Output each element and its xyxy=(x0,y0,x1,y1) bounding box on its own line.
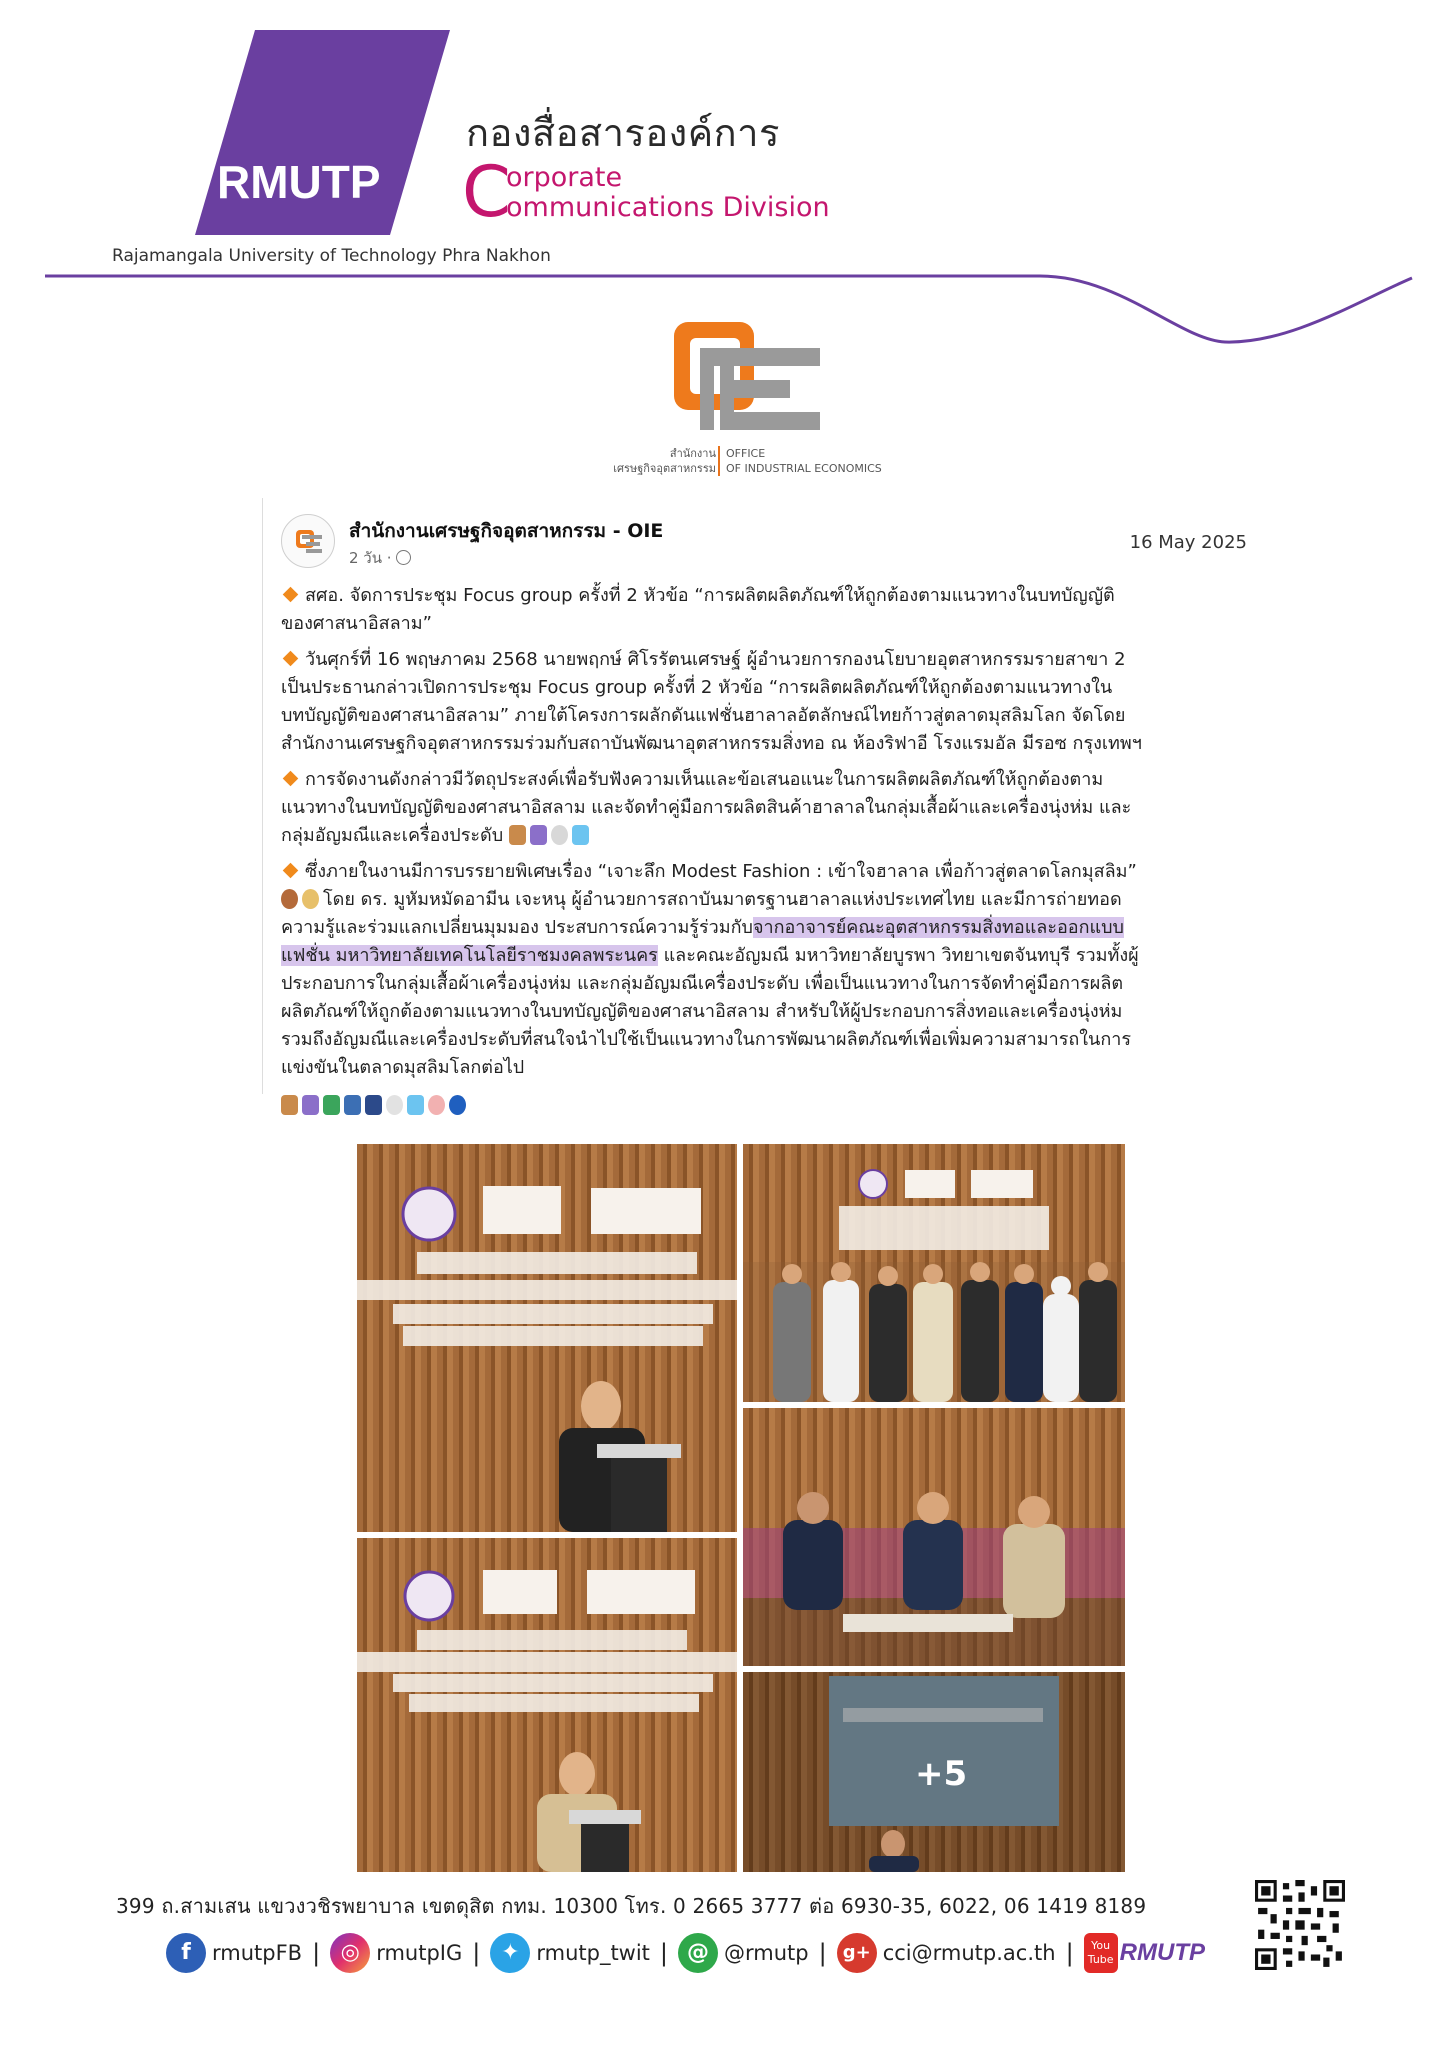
google-plus-icon[interactable]: g+ xyxy=(837,1933,877,1973)
oie-logo-caption xyxy=(598,444,888,480)
post-paragraph-4: ซึ่งภายในงานมีการบรรยายพิเศษเรื่อง “เจาะลึก Modest Fashion : เข้าใจฮาลาล เพื่อก้าวสู่ตลาดโลกมุสลิม” โดย ดร. มูหัมหมัดอามีน เจะหนุ ผู้อำนวยการสถาบันมาตรฐานฮาลาลแห่งประเทศไทย และมีการถ่ายทอด ความรู้และร่วมแลกเปลี่ยนมุมมอง ประสบการณ์ความรู้ร่วมกับจากอาจารย์คณะอุตสาหกรรมสิ่งทอและออกแบบ แฟชั่น มหาวิทยาลัยเทคโนโลยีราชมงคลพระนคร และคณะอัญมณี มหาวิทยาลัยบูรพา วิทยาเขตจันทบุรี รวมทั้งผู้ ประกอบการในกลุ่มเสื้อผ้าเครื่องนุ่งห่ม และกลุ่มอัญมณีเครื่องประดับ เพื่อเป็นแนวทางในการจัดทำคู่มือการผลิต ผลิตภัณฑ์ให้ถูกต้องตามแนวทางในบทบัญญัติของศาสนาอิสลาม สำหรับให้ผู้ประกอบการสิ่งทอและเครื่องนุ่งห่ม รวมถึงอัญมณีและเครื่องประดับที่สนใจนำไปใช้เป็นแนวทางในการพัฒนาผลิตภัณฑ์เพื่อเพิ่มความสามารถในการ แข่งขันในตลาดมุสลิมโลกต่อไป xyxy=(281,861,1139,1078)
speech-bubble-emoji-icon xyxy=(428,1095,445,1115)
page-name-link[interactable]: สำนักงานเศรษฐกิจอุตสาหกรรม - OIE xyxy=(349,520,664,542)
svg-text:RMUTP: RMUTP xyxy=(217,156,381,208)
ring-emoji-icon xyxy=(386,1095,403,1115)
divider: | xyxy=(659,1939,669,1967)
division-line-2: ommunications Division xyxy=(506,192,830,223)
woman-headscarf-emoji-icon xyxy=(281,889,298,909)
post-time[interactable]: 2 วัน · xyxy=(349,546,411,570)
photo-speaker-2[interactable] xyxy=(357,1538,737,1872)
youtube-link[interactable] xyxy=(1084,1933,1205,1973)
photo-speaker-1[interactable] xyxy=(357,1144,737,1532)
twitter-icon[interactable]: ✦ xyxy=(490,1933,530,1973)
facebook-post xyxy=(262,498,1253,1094)
division-initial: C xyxy=(462,151,511,233)
facebook-handle[interactable]: rmutpFB xyxy=(212,1941,303,1965)
orange-diamond-icon xyxy=(283,587,299,603)
jeans-emoji-icon xyxy=(365,1095,382,1115)
rmutp-logo xyxy=(195,30,455,235)
instagram-icon[interactable]: ◎ xyxy=(330,1933,370,1973)
division-title-english xyxy=(462,151,882,233)
coat-emoji-icon xyxy=(344,1095,361,1115)
tshirt-emoji-icon xyxy=(302,1095,319,1115)
nazar-emoji-icon xyxy=(449,1095,466,1115)
divider: | xyxy=(818,1939,827,1967)
orange-diamond-icon xyxy=(283,771,299,787)
university-name: Rajamangala University of Technology Phra Nakhon xyxy=(112,246,551,266)
oie-caption-divider xyxy=(718,446,720,476)
oie-caption-english: OFFICE OF INDUSTRIAL ECONOMICS xyxy=(726,447,882,475)
gem-emoji-icon xyxy=(407,1095,424,1115)
line-icon[interactable]: @ xyxy=(678,1933,718,1973)
divider: | xyxy=(312,1939,321,1967)
photo-panel[interactable] xyxy=(743,1408,1125,1666)
emoji-row xyxy=(281,1092,1291,1120)
post-paragraph-1: สศอ. จัดการประชุม Focus group ครั้งที่ 2 หัวข้อ “การผลิตผลิตภัณฑ์ให้ถูกต้องตามแนวทางในบทบัญญัติ ของศาสนาอิสลาม” xyxy=(281,585,1115,634)
youtube-channel: RMUTP xyxy=(1119,1939,1205,1966)
photo-group[interactable] xyxy=(743,1144,1125,1402)
green-shirt-emoji-icon xyxy=(323,1095,340,1115)
youtube-icon: You Tube xyxy=(1084,1933,1118,1973)
divider: | xyxy=(1065,1939,1074,1967)
photo-group-drawing xyxy=(743,1144,1125,1402)
instagram-handle[interactable]: rmutpIG xyxy=(376,1941,463,1965)
line-handle[interactable]: @rmutp xyxy=(724,1941,809,1965)
post-date: 16 May 2025 xyxy=(1129,532,1247,553)
divider: | xyxy=(472,1939,481,1967)
globe-icon xyxy=(396,550,411,565)
photo-presentation[interactable] xyxy=(743,1672,1125,1872)
twitter-handle[interactable]: rmutp_twit xyxy=(536,1941,650,1965)
post-paragraph-2: วันศุกร์ที่ 16 พฤษภาคม 2568 นายพฤกษ์ ศิโรรัตนเศรษฐ์ ผู้อำนวยการกองนโยบายอุตสาหกรรมรายสาขา 2 เป็นประธานกล่าวเปิดการประชุม Focus group ครั้งที่ 2 หัวข้อ “การผลิตผลิตภัณฑ์ให้ถูกต้องตามแนวทางใน บทบัญญัติของศาสนาอิสลาม” ภายใต้โครงการผลักดันแฟชั่นฮาลาลอัตลักษณ์ไทยก้าวสู่ตลาดมุสลิมโลก จัดโดย สำนักงานเศรษฐกิจอุตสาหกรรมร่วมกับสถาบันพัฒนาอุตสาหกรรมสิ่งทอ ณ ห้องริฟาอี โรงแรมอัล มีรอซ กรุงเทพฯ xyxy=(281,649,1142,754)
oie-caption-thai: สำนักงาน เศรษฐกิจอุตสาหกรรม xyxy=(613,447,716,475)
shirt-emoji-icon xyxy=(530,825,547,845)
orange-diamond-icon xyxy=(283,651,299,667)
division-line-1: orporate xyxy=(506,162,623,193)
page-avatar[interactable] xyxy=(281,514,335,568)
division-title-thai: กองสื่อสารองค์การ xyxy=(466,111,780,155)
qr-code[interactable] xyxy=(1255,1880,1345,1970)
photo-speaker-1-drawing xyxy=(357,1144,737,1532)
photo-grid xyxy=(357,1144,1125,1872)
photo-panel-drawing xyxy=(743,1408,1125,1666)
post-paragraph-3: การจัดงานดังกล่าวมีวัตถุประสงค์เพื่อรับฟังความเห็นและข้อเสนอแนะในการผลิตผลิตภัณฑ์ให้ถูกต้องตาม แนวทางในบทบัญญัติของศาสนาอิสลาม และจัดทำคู่มือการผลิตสินค้าฮาลาลในกลุ่มเสื้อผ้าและเครื่องนุ่งห่ม และ กลุ่มอัญมณีและเครื่องประดับ xyxy=(281,769,1132,846)
social-links xyxy=(166,1930,1205,1976)
email-address[interactable]: cci@rmutp.ac.th xyxy=(882,1941,1056,1965)
facebook-icon[interactable]: f xyxy=(166,1933,206,1973)
dress-emoji-icon xyxy=(509,825,526,845)
gem-emoji-icon xyxy=(572,825,589,845)
oie-logo xyxy=(670,318,830,448)
person-emoji-icon xyxy=(302,889,319,909)
orange-diamond-icon xyxy=(283,863,299,879)
footer-address: 399 ถ.สามเสน แขวงวชิรพยาบาล เขตดุสิต กทม. 10300 โทร. 0 2665 3777 ต่อ 6930-35, 6022, 06 1419 8189 xyxy=(116,1894,1147,1918)
dress-emoji-icon xyxy=(281,1095,298,1115)
more-photos-count[interactable]: +5 xyxy=(915,1754,968,1794)
photo-speaker-2-drawing xyxy=(357,1538,737,1872)
ring-emoji-icon xyxy=(551,825,568,845)
